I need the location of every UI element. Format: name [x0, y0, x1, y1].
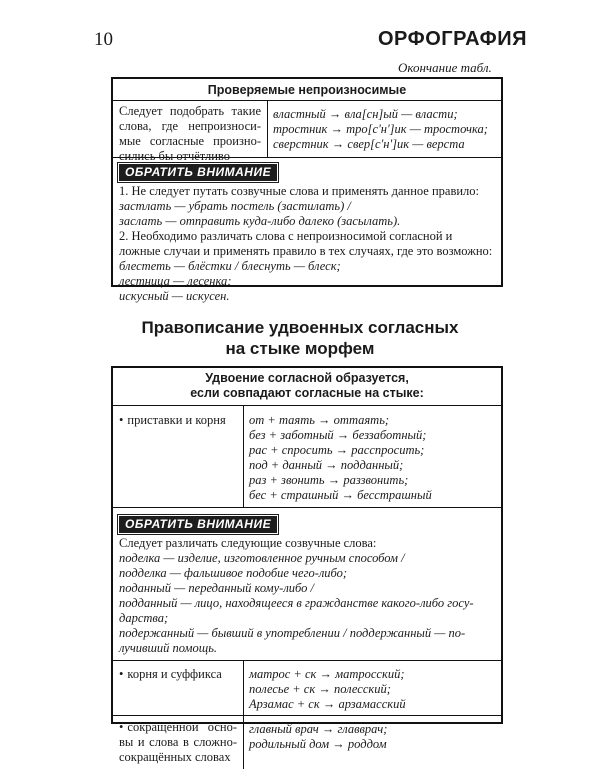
- note-line: Следует различать следующие созвучные слова:: [119, 536, 377, 550]
- table-row: [113, 661, 501, 716]
- note-line: лестница — лесенка;: [119, 274, 232, 288]
- example-line: раз + звонить → раззвонить;: [249, 473, 409, 487]
- attention-badge: ОБРАТИТЬ ВНИМАНИЕ: [119, 516, 277, 533]
- label-cell: [113, 716, 244, 769]
- example-line: бес + страшный → бесстрашный: [249, 488, 432, 502]
- note-line: застлать — убрать постель (застилать) /: [119, 199, 351, 213]
- table-row: [113, 406, 501, 508]
- examples-cell: [268, 101, 493, 157]
- example-line: от + таять → оттаять;: [249, 413, 390, 427]
- section-title-line: на стыке морфем: [225, 339, 375, 358]
- examples-cell: [244, 661, 411, 715]
- example-line: матрос + ск → матросский;: [249, 667, 405, 681]
- attention-row: [113, 508, 501, 661]
- example-line: Арзамас + ск → арзамасский: [249, 697, 406, 711]
- table-continuation-note: Окончание табл.: [398, 60, 492, 75]
- example-line: главный врач → главврач;: [249, 722, 388, 736]
- table-header: [113, 368, 501, 406]
- attention-note: [113, 158, 501, 308]
- note-line: подделка — фальшивое подобие чего-либо;: [119, 566, 348, 580]
- table-silent-consonants: [111, 77, 503, 303]
- note-line: блестеть — блёстки / блеснуть — блеск;: [119, 259, 341, 273]
- header-line: если совпадают согласные на стыке:: [190, 386, 424, 400]
- examples-cell: [244, 406, 437, 507]
- example-line: полесье + ск → полесский;: [249, 682, 391, 696]
- note-line: подержанный — бывший в употреблении / поддержанный — получивший помощь.: [119, 626, 466, 655]
- note-line: 1. Не следует путать созвучные слова и применять данное правило:: [119, 184, 480, 198]
- bullet: •: [119, 667, 124, 681]
- header-line: Удвоение согласной образуется,: [205, 371, 409, 385]
- attention-badge: ОБРАТИТЬ ВНИМАНИЕ: [119, 164, 277, 181]
- rule-cell: Следует подобрать такие слова, где непроизносимые согласные произносились бы отчётливо: [113, 101, 268, 157]
- bullet: •: [119, 720, 124, 734]
- page-number: 10: [94, 29, 113, 50]
- note-line: 2. Необходимо различать слова с непроизносимой согласной и ложные случаи и применять правило в тех случаях, где это возможно:: [119, 229, 493, 258]
- note-line: поданный — переданный кому-либо /: [119, 581, 314, 595]
- example-line: тростник → тро[с'н']ик — тросточка;: [273, 122, 488, 136]
- running-title: ОРФОГРАФИЯ: [378, 28, 527, 50]
- label-cell: [113, 406, 244, 507]
- attention-note: [113, 508, 501, 660]
- note-line: подданный — лицо, находящееся в гражданстве какого-либо государства;: [119, 596, 474, 625]
- example-line: родильный дом → роддом: [249, 737, 387, 751]
- note-line: искусный — искусен.: [119, 289, 230, 303]
- examples-cell: [244, 716, 392, 769]
- bullet: •: [119, 413, 124, 427]
- example-line: сверстник → свер[с'н']ик — верста: [273, 137, 465, 151]
- table-header: Проверяемые непроизносимые: [113, 79, 501, 101]
- row-label: приставки и корня: [127, 413, 226, 427]
- note-line: заслать — отправить куда-либо далеко (засылать).: [119, 214, 401, 228]
- example-line: под + данный → подданный;: [249, 458, 404, 472]
- row-label: сокращённой основы и слова в сложносокращённых словах: [119, 720, 237, 764]
- section-title-line: Правописание удвоенных согласных: [141, 318, 459, 337]
- row-label: корня и суффикса: [127, 667, 222, 681]
- example-line: без + заботный → беззаботный;: [249, 428, 427, 442]
- section-title: [0, 317, 600, 359]
- table-row: [113, 101, 501, 163]
- table-row: [113, 716, 501, 769]
- example-line: рас + спросить → расспросить;: [249, 443, 425, 457]
- example-line: властный → вла[сн]ый — власти;: [273, 107, 458, 121]
- table-double-consonants: [111, 366, 503, 764]
- label-cell: [113, 661, 244, 715]
- note-line: поделка — изделие, изготовленное ручным способом /: [119, 551, 405, 565]
